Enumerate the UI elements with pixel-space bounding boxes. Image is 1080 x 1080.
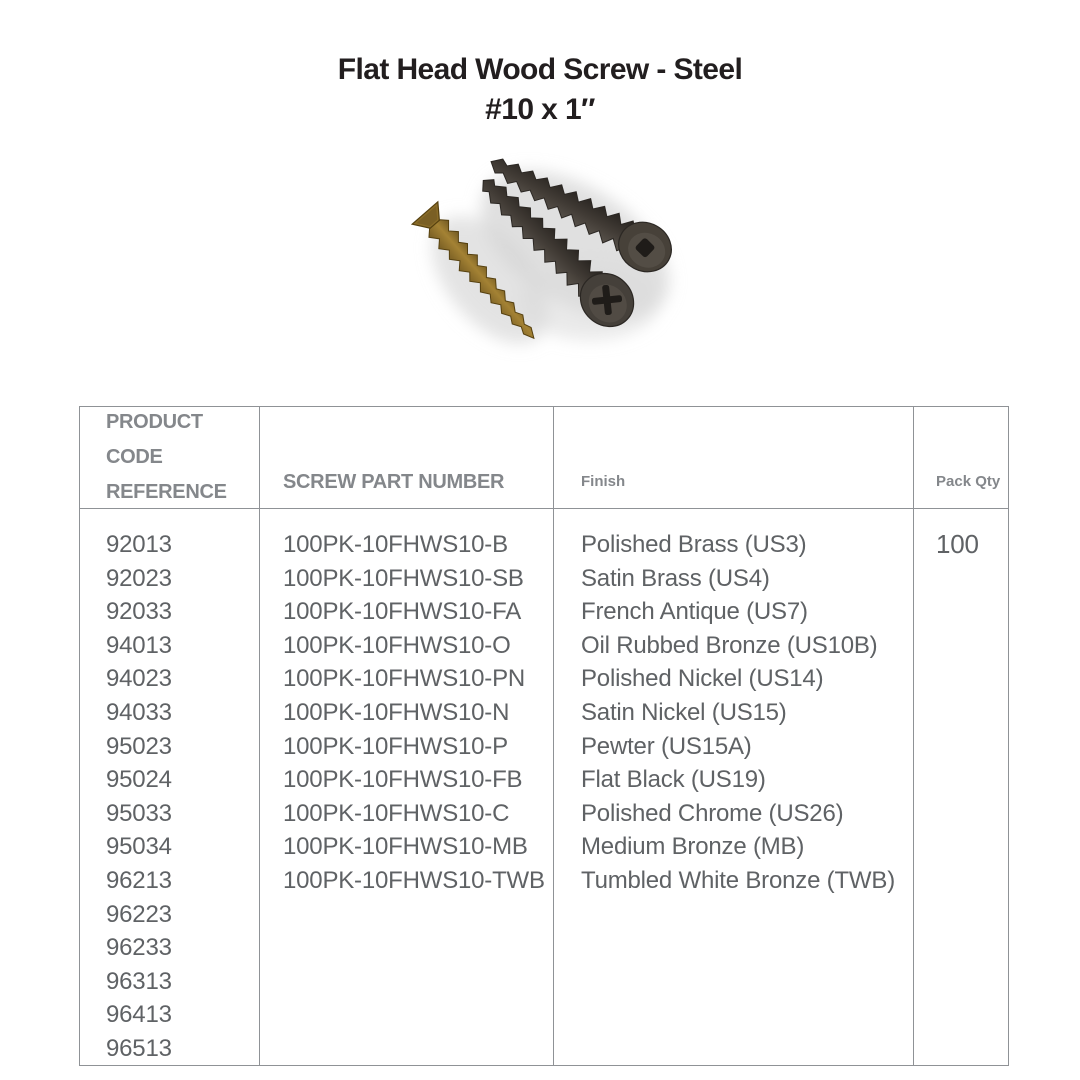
column-product-codes [80,509,260,1066]
table-cell-line: 95024 [106,766,172,794]
table-cell-line: 100PK-10FHWS10-N [283,698,510,726]
table-cell-line: 92033 [106,598,172,626]
column-part-numbers [260,509,554,1066]
page-title [0,50,1080,130]
table-cell-line: 96313 [106,967,172,995]
product-photo [340,135,740,385]
table-cell-line: Medium Bronze (MB) [581,833,805,861]
table-cell-line: 100PK-10FHWS10-O [283,631,511,659]
header-finish: Finish [554,407,914,509]
table-cell-line: 95023 [106,732,172,760]
table-cell-line: 96233 [106,934,172,962]
table-cell-line: 94023 [106,665,172,693]
table-cell-line: 96413 [106,1001,172,1029]
header-part-number: SCREW PART NUMBER [260,407,554,509]
table-cell-line: 94033 [106,698,172,726]
table-cell-line: 92023 [106,564,172,592]
table-cell-line: Polished Brass (US3) [581,531,807,558]
table-cell-line: 100PK-10FHWS10-FB [283,766,523,794]
column-pack-qty [914,509,1008,1066]
table-cell-line: 94013 [106,631,172,659]
table-cell-line: Satin Nickel (US15) [581,698,787,726]
table-cell-line: 92013 [106,531,172,558]
table-cell-line: French Antique (US7) [581,598,808,626]
product-title: Flat Head Wood Screw - Steel [337,53,743,86]
table-cell-line: 100PK-10FHWS10-TWB [283,866,545,894]
pack-qty-value: 100 [936,529,979,559]
table-cell-line: 96213 [106,866,172,894]
table-cell-line: 100PK-10FHWS10-P [283,732,508,760]
table-cell-line: Tumbled White Bronze (TWB) [581,866,895,894]
table-cell-line: 96223 [106,900,172,928]
header-pack-qty: Pack Qty [914,407,1008,509]
table-cell-line: 100PK-10FHWS10-FA [283,598,522,626]
screws-illustration [340,135,740,385]
column-finishes [554,509,914,1066]
table-cell-line: Polished Chrome (US26) [581,799,844,827]
table-cell-line: 95033 [106,799,172,827]
table-cell-line: 100PK-10FHWS10-SB [283,564,524,592]
table-cell-line: 100PK-10FHWS10-C [283,799,510,827]
product-spec-table [79,406,1009,1066]
table-cell-line: Oil Rubbed Bronze (US10B) [581,631,878,659]
table-cell-line: 96513 [106,1034,172,1062]
table-cell-line: 100PK-10FHWS10-B [283,531,508,558]
table-cell-line: Satin Brass (US4) [581,564,770,592]
table-cell-line: Flat Black (US19) [581,766,766,794]
table-cell-line: Polished Nickel (US14) [581,665,824,693]
header-product-code: PRODUCT CODE REFERENCE [80,407,260,509]
table-cell-line: Pewter (US15A) [581,732,752,760]
table-cell-line: 100PK-10FHWS10-PN [283,665,526,693]
table-cell-line: 100PK-10FHWS10-MB [283,833,528,861]
table-cell-line: 95034 [106,833,172,861]
product-size: #10 x 1″ [485,93,595,126]
